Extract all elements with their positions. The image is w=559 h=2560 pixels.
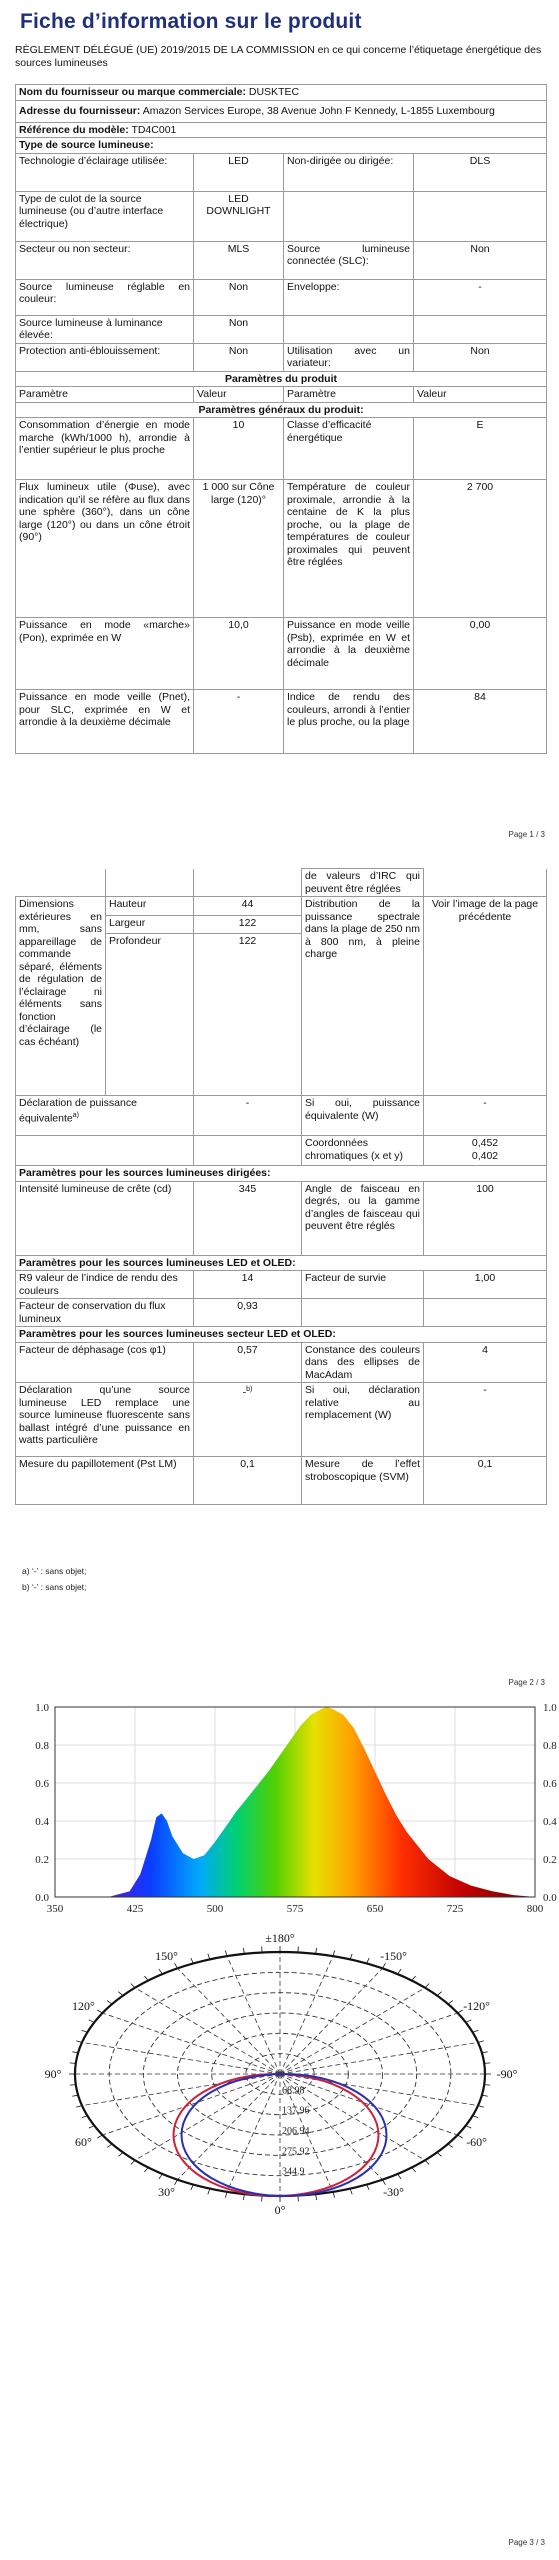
product-params-heading: Paramètres du produit bbox=[16, 371, 547, 387]
polar-tick bbox=[131, 2160, 135, 2164]
polar-spoke bbox=[280, 1956, 333, 2074]
equiv-if-label: Si oui, puissance équivalente (W) bbox=[302, 1096, 424, 1136]
table-row: Puissance en mode veille (Pnet), pour SLC, exprimée en W et arrondie à la deuxième décimale - Indice de rendu des couleurs, arrondi à l’entier le plus proche, ou la plage 84 bbox=[16, 690, 547, 754]
polar-tick bbox=[473, 2116, 479, 2118]
polar-tick bbox=[118, 1992, 123, 1996]
r9-label: R9 valeur de l’indice de rendu des couleurs bbox=[16, 1271, 194, 1299]
footnote-b: b) ‘-’ : sans objet; bbox=[22, 1582, 87, 1592]
spectral-label: Distribution de la puissance spectrale dans la plage de 250 nm à 800 nm, à pleine charge bbox=[302, 897, 424, 1096]
polar-tick bbox=[89, 2126, 94, 2129]
polar-radial-label: 68.98 bbox=[282, 2085, 305, 2097]
polar-tick bbox=[97, 2135, 102, 2138]
polar-tick bbox=[425, 2160, 429, 2164]
survival-value: 1,00 bbox=[424, 1271, 547, 1299]
dim-depth-value: 122 bbox=[194, 934, 302, 1096]
table-row: Source lumineuse réglable en couleur: Non Enveloppe: - bbox=[16, 279, 547, 315]
mains-heading: Paramètres pour les sources lumineuses secteur LED et OLED: bbox=[16, 1327, 547, 1343]
polar-angle-label: -150° bbox=[380, 1949, 407, 1964]
equiv-if-value: - bbox=[424, 1096, 547, 1136]
macadam-value: 4 bbox=[424, 1342, 547, 1383]
polar-curve bbox=[174, 2074, 379, 2196]
polar-spoke bbox=[102, 2013, 280, 2074]
dim-depth-label: Profondeur bbox=[106, 934, 194, 1096]
polar-tick bbox=[70, 2085, 76, 2086]
table-row: Type de culot de la source lumineuse (ou d’autre interface électrique) LED DOWNLIGHT bbox=[16, 191, 547, 241]
equiv-label: Déclaration de puissance équivalente bbox=[19, 1097, 137, 1124]
polar-tick bbox=[159, 2174, 162, 2179]
pst-label: Mesure du papillotement (Pst LM) bbox=[16, 1457, 194, 1505]
polar-tick bbox=[448, 2144, 453, 2147]
cri-continued: de valeurs d’IRC qui peuvent être réglées bbox=[302, 869, 424, 897]
polar-angle-label: 30° bbox=[158, 2184, 175, 2199]
light-type-heading: Type de source lumineuse: bbox=[16, 138, 547, 154]
polar-tick bbox=[466, 2020, 471, 2023]
replace-if-label: Si oui, déclaration relative au remplacement (W) bbox=[302, 1383, 424, 1457]
polar-radial-label: 206.94 bbox=[282, 2126, 310, 2137]
polar-tick bbox=[367, 2185, 370, 2190]
polar-tick bbox=[398, 1969, 401, 1974]
survival-label: Facteur de survie bbox=[302, 1271, 424, 1299]
polar-spoke bbox=[280, 1968, 383, 2074]
polar-tick bbox=[82, 2030, 88, 2032]
replace-label: Déclaration qu’une source lumineuse LED remplace une source lumineuse fluorescente sans ballast intégré d’une puissance en watts particulière bbox=[16, 1383, 194, 1457]
dim-width-value: 122 bbox=[194, 915, 302, 934]
y-tick-label-right: 0.0 bbox=[543, 1892, 557, 1904]
y-tick-label-right: 0.2 bbox=[543, 1854, 557, 1866]
polar-angle-label: 60° bbox=[75, 2135, 92, 2149]
x-tick-label: 425 bbox=[126, 1903, 144, 1915]
polar-tick bbox=[383, 1963, 386, 1968]
polar-tick bbox=[437, 2152, 442, 2156]
replace-value: - bbox=[242, 1386, 247, 1399]
polar-tick bbox=[191, 2185, 194, 2190]
table-row: Source lumineuse à luminance élevée: Non bbox=[16, 315, 547, 343]
polar-tick bbox=[131, 1983, 135, 1987]
spectral-distribution-chart bbox=[0, 1692, 559, 1922]
polar-tick bbox=[262, 1946, 263, 1952]
flux-conservation-value: 0,93 bbox=[194, 1299, 302, 1327]
peak-value: 345 bbox=[194, 1181, 302, 1255]
peak-label: Intensité lumineuse de crête (cd) bbox=[16, 1181, 194, 1255]
polar-angle-label: 150° bbox=[155, 1949, 178, 1964]
polar-angle-label: -120° bbox=[463, 1999, 490, 2013]
polar-tick bbox=[175, 2180, 178, 2185]
table-row bbox=[16, 1181, 547, 1255]
polar-tick bbox=[159, 1969, 162, 1974]
y-tick-label-right: 0.4 bbox=[543, 1816, 557, 1828]
page-number: Page 1 / 3 bbox=[508, 830, 545, 839]
table-row bbox=[16, 1457, 547, 1505]
polar-tick bbox=[97, 2010, 102, 2013]
polar-angle-label: 120° bbox=[72, 1999, 95, 2013]
polar-tick bbox=[89, 2020, 94, 2023]
polar-tick bbox=[144, 2167, 148, 2172]
polar-spoke bbox=[280, 1988, 425, 2074]
spectrum-area bbox=[55, 1707, 535, 1897]
supplier-address-label: Adresse du fournisseur: bbox=[19, 104, 141, 117]
table-row: Technologie d’éclairage utilisée: LED Non-dirigée ou dirigée: DLS bbox=[16, 153, 547, 191]
polar-angle-label: ±180° bbox=[265, 1934, 295, 1945]
polar-tick bbox=[367, 1958, 370, 1963]
polar-tick bbox=[458, 2010, 463, 2013]
page-3 bbox=[0, 1692, 559, 2560]
polar-tick bbox=[118, 2152, 123, 2156]
params-table-continued bbox=[15, 868, 547, 1505]
phase-label: Facteur de déphasage (cos φ1) bbox=[16, 1342, 194, 1383]
polar-angle-label: 90° bbox=[44, 2067, 62, 2081]
x-tick-label: 725 bbox=[446, 1903, 464, 1915]
table-row bbox=[16, 897, 547, 916]
polar-angle-label: -30° bbox=[383, 2184, 404, 2199]
polar-spoke bbox=[102, 2074, 280, 2135]
polar-tick bbox=[107, 2144, 112, 2147]
polar-tick bbox=[412, 2167, 416, 2172]
table-row: Flux lumineux utile (Φuse), avec indication qu’il se réfère au flux dans une sphère (360°), dans un cône large (120°) ou dans un cône étroit (90°) 1 000 sur Cône large (120)° Température de couleur proximale, arrondie à la centaine de K la plus proche, ou la plage de températures de couleur proximales qui peuvent être réglées 2 700 bbox=[16, 480, 547, 618]
supplier-name-label: Nom du fournisseur ou marque commerciale: bbox=[19, 86, 246, 98]
chroma-x: 0,452 bbox=[471, 1137, 499, 1149]
polar-tick bbox=[70, 2063, 76, 2064]
table-row: Consommation d’énergie en mode marche (kWh/1000 h), arrondie à l’entier supérieur le plus proche 10 Classe d’efficacité énergétique E bbox=[16, 418, 547, 480]
polar-radial-label: 137.96 bbox=[282, 2105, 310, 2117]
chroma-label: Coordonnées chromatiques (x et y) bbox=[302, 1136, 424, 1166]
document-title: Fiche d’information sur le produit bbox=[20, 10, 362, 33]
y-tick-label: 0.4 bbox=[35, 1816, 49, 1828]
model-value: TD4C001 bbox=[131, 123, 177, 136]
polar-tick bbox=[437, 1992, 442, 1996]
chroma-y: 0,402 bbox=[471, 1149, 499, 1162]
polar-angle-label: 0° bbox=[274, 2203, 286, 2214]
spectral-value: Voir l’image de la page précédente bbox=[424, 897, 547, 1096]
polar-tick bbox=[412, 1976, 416, 1981]
table-row bbox=[16, 1271, 547, 1299]
polar-angle-label: -90° bbox=[496, 2067, 518, 2081]
polar-tick bbox=[298, 1946, 299, 1952]
polar-tick bbox=[144, 1976, 148, 1981]
polar-tick bbox=[473, 2030, 479, 2032]
polar-spoke bbox=[135, 2074, 280, 2160]
replace-if-value: - bbox=[424, 1383, 547, 1457]
page-2 bbox=[0, 846, 559, 1692]
beam-label: Angle de faisceau en degrés, ou la gamme d’angles de faisceau qui peuvent être réglés bbox=[302, 1181, 424, 1255]
column-header-param: Paramètre bbox=[284, 387, 414, 403]
general-params-heading: Paramètres généraux du produit: bbox=[16, 402, 547, 418]
table-row: Déclaration de puissance équivalente$^{a)}$ - Si oui, puissance équivalente (W) - bbox=[16, 1096, 547, 1136]
table-row bbox=[16, 1342, 547, 1383]
polar-tick bbox=[448, 2001, 453, 2004]
polar-tick bbox=[191, 1958, 194, 1963]
table-row: Puissance en mode «marche» (Pon), exprimée en W 10,0 Puissance en mode veille (Psb), exprimée en W et arrondie à la deuxième décimale 0,00 bbox=[16, 618, 547, 690]
equiv-value: - bbox=[194, 1096, 302, 1136]
polar-tick bbox=[107, 2001, 112, 2004]
beam-value: 100 bbox=[424, 1181, 547, 1255]
regulation-text: RÈGLEMENT DÉLÉGUÉ (UE) 2019/2015 DE LA COMMISSION en ce qui concerne l’étiquetage énergétique des sources lumineuses bbox=[15, 44, 542, 69]
y-tick-label-right: 0.6 bbox=[543, 1778, 557, 1790]
macadam-label: Constance des couleurs dans des ellipses de MacAdam bbox=[302, 1342, 424, 1383]
dim-height-value: 44 bbox=[194, 897, 302, 916]
supplier-table bbox=[15, 84, 547, 754]
polar-spoke bbox=[178, 1968, 281, 2074]
polar-radial-label: 275.92 bbox=[282, 2146, 310, 2158]
polar-spoke bbox=[135, 1988, 280, 2074]
table-row bbox=[16, 1136, 547, 1166]
polar-tick bbox=[466, 2126, 471, 2129]
pst-value: 0,1 bbox=[194, 1457, 302, 1505]
y-tick-label: 0.0 bbox=[35, 1892, 49, 1904]
svm-label: Mesure de l’effet stroboscopique (SVM) bbox=[302, 1457, 424, 1505]
flux-conservation-label: Facteur de conservation du flux lumineux bbox=[16, 1299, 194, 1327]
polar-tick bbox=[484, 2063, 490, 2064]
table-row: Secteur ou non secteur: MLS Source lumineuse connectée (SLC): Non bbox=[16, 241, 547, 279]
supplier-address-value: Amazon Services Europe, 38 Avenue John F Kennedy, L-1855 Luxembourg bbox=[142, 104, 495, 117]
x-tick-label: 500 bbox=[206, 1903, 224, 1915]
r9-value: 14 bbox=[194, 1271, 302, 1299]
x-tick-label: 650 bbox=[366, 1903, 384, 1915]
polar-tick bbox=[398, 2174, 401, 2179]
polar-tick bbox=[484, 2085, 490, 2086]
model-label: Référence du modèle: bbox=[19, 123, 129, 136]
table-row: Protection anti-éblouissement: Non Utilisation avec un variateur: Non bbox=[16, 343, 547, 371]
polar-radial-label: 344.9 bbox=[282, 2166, 305, 2178]
y-tick-label: 1.0 bbox=[35, 1702, 49, 1714]
dim-width-label: Largeur bbox=[106, 915, 194, 934]
x-tick-label: 575 bbox=[286, 1903, 304, 1915]
polar-tick bbox=[175, 1963, 178, 1968]
column-header-param: Paramètre bbox=[16, 387, 194, 403]
supplier-name-value: DUSKTEC bbox=[248, 86, 300, 98]
polar-radial-labels bbox=[282, 2085, 310, 2177]
y-tick-label: 0.2 bbox=[35, 1854, 49, 1866]
table-row: Déclaration qu’une source lumineuse LED remplace une source lumineuse fluorescente sans ballast intégré d’une puissance en watts particulière -$^{b)}$ Si oui, déclaration relative au remplacement (W) - bbox=[16, 1383, 547, 1457]
page-number: Page 3 / 3 bbox=[508, 2538, 545, 2547]
table-row bbox=[16, 1299, 547, 1327]
page-1 bbox=[0, 0, 559, 846]
footnote-a: a) ‘-’ : sans objet; bbox=[22, 1566, 87, 1576]
polar-spoke bbox=[280, 2042, 478, 2074]
polar-tick bbox=[82, 2116, 88, 2118]
y-tick-label-right: 1.0 bbox=[543, 1702, 557, 1714]
led-heading: Paramètres pour les sources lumineuses LED et OLED: bbox=[16, 1255, 547, 1271]
y-tick-label: 0.8 bbox=[35, 1740, 49, 1752]
svm-value: 0,1 bbox=[424, 1457, 547, 1505]
dimensions-label: Dimensions extérieures en mm, sans appareillage de commande séparé, éléments de régulation de l’éclairage ni éléments sans fonction d’éclairage (le cas échéant) bbox=[16, 897, 106, 1096]
y-tick-label: 0.6 bbox=[35, 1778, 49, 1790]
page-number: Page 2 / 3 bbox=[508, 1678, 545, 1687]
x-tick-label: 350 bbox=[46, 1903, 64, 1915]
polar-spoke bbox=[280, 2013, 458, 2074]
polar-angle-label: -60° bbox=[466, 2135, 487, 2149]
polar-diagram bbox=[0, 1934, 559, 2214]
dim-height-label: Hauteur bbox=[106, 897, 194, 916]
column-header-value: Valeur bbox=[194, 387, 284, 403]
phase-value: 0,57 bbox=[194, 1342, 302, 1383]
directed-heading: Paramètres pour les sources lumineuses dirigées: bbox=[16, 1166, 547, 1182]
x-tick-label: 800 bbox=[526, 1903, 544, 1915]
polar-tick bbox=[458, 2135, 463, 2138]
column-header-value: Valeur bbox=[414, 387, 547, 403]
polar-tick bbox=[425, 1983, 429, 1987]
y-tick-label-right: 0.8 bbox=[543, 1740, 557, 1752]
